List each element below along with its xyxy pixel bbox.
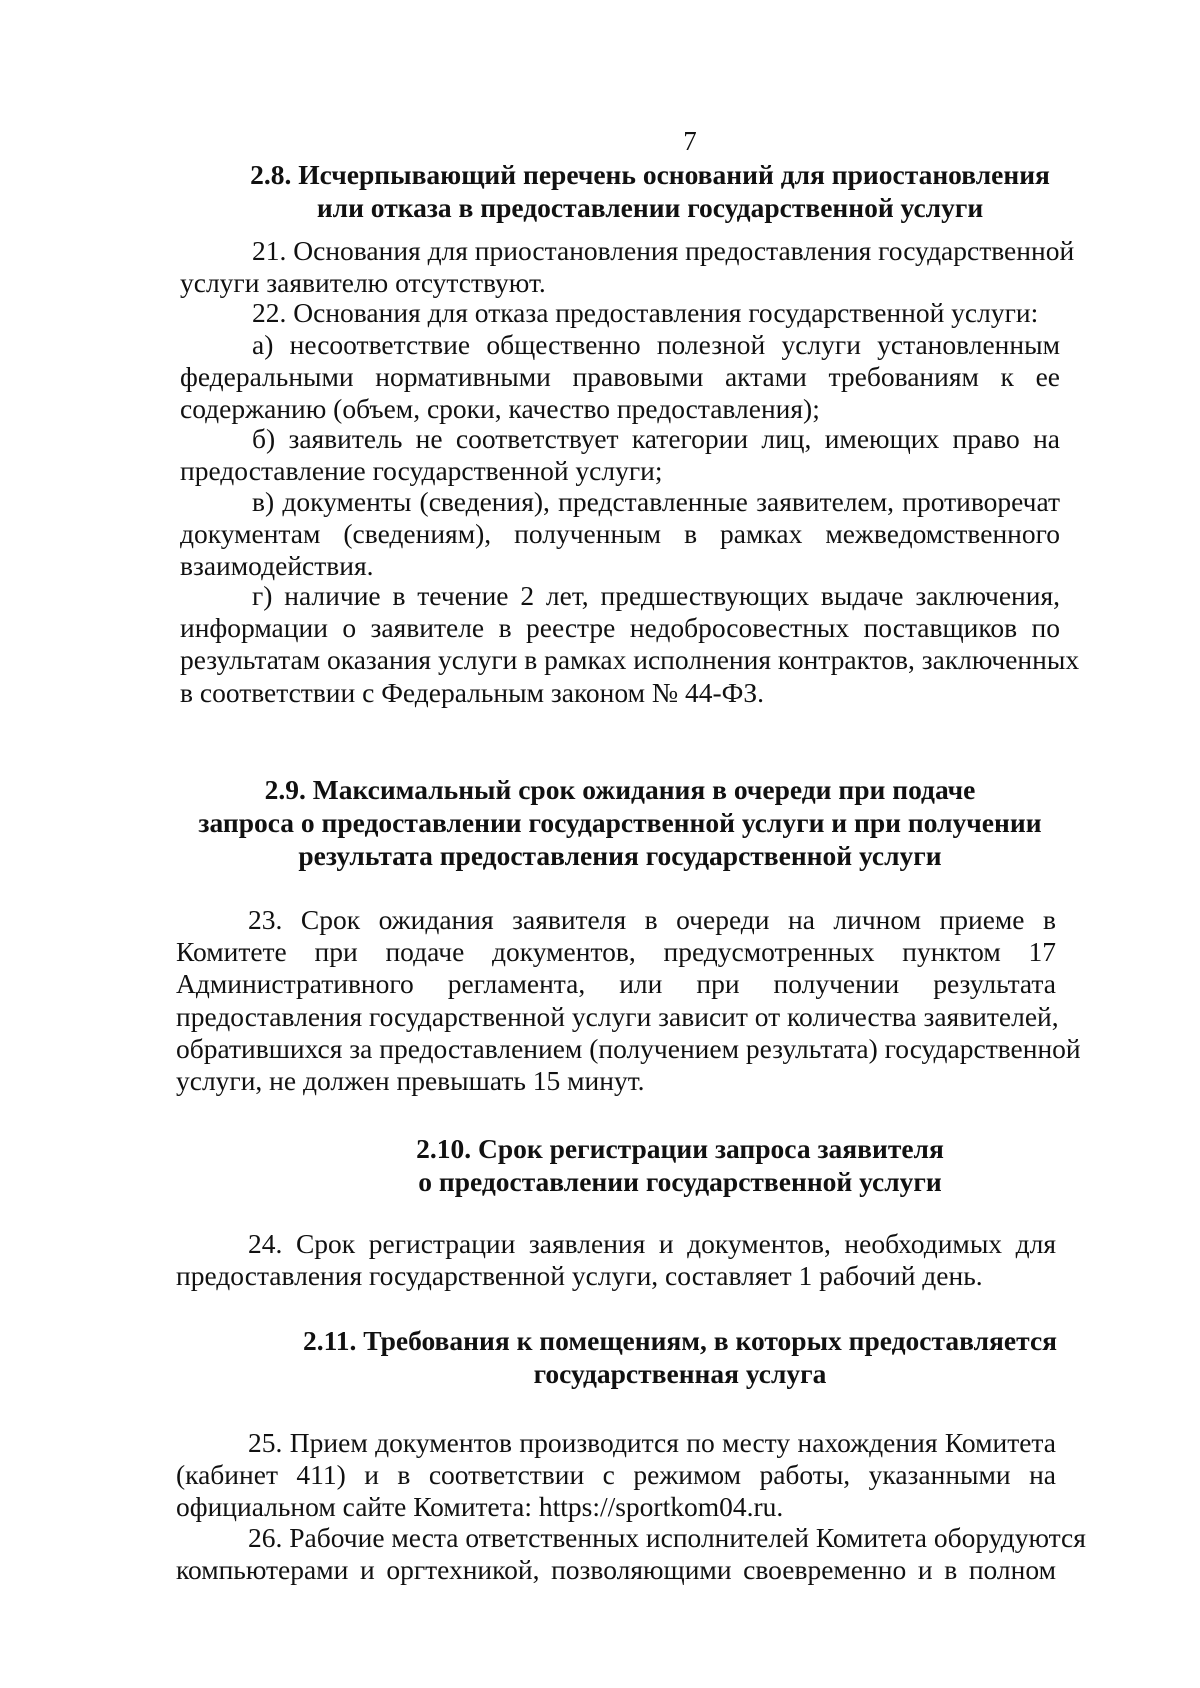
text-line: в) документы (сведения), представленные заявителем, противоречат [252,486,1060,517]
section-heading-2-11 [240,1324,1120,1390]
text-line: документам (сведениям), полученным в рамках межведомственного [180,518,1060,550]
text-line: услуги, не должен превышать 15 минут. [176,1064,645,1096]
paragraph-22 [180,297,1060,329]
section-heading-2-10 [240,1132,1120,1198]
text-line: 24. Срок регистрации заявления и документов, необходимых для [248,1228,1056,1259]
paragraph-25 [176,1427,1056,1524]
text-line: а) несоответствие общественно полезной услуги установленным [252,329,1060,360]
paragraph-26 [176,1522,1086,1586]
heading-line: 2.11. Требования к помещениям, в которых предоставляется [302,1325,1058,1356]
paragraph-24 [176,1228,1056,1292]
heading-line: 2.8. Исчерпывающий перечень оснований для приостановления [250,159,1050,190]
heading-line: государственная услуга [533,1358,827,1389]
text-line: компьютерами и оргтехникой, позволяющими своевременно и в полном [176,1554,1056,1586]
text-line: взаимодействия. [180,550,374,582]
paragraph-22-b [180,423,1060,487]
paragraph-21 [180,235,1075,299]
page-number: 7 [683,126,697,156]
heading-line: или отказа в предоставлении государственной услуги [316,192,984,223]
text-line: Комитете при подаче документов, предусмотренных пунктом 17 [176,936,1056,968]
text-line: информации о заявителе в реестре недобросовестных поставщиков по [180,612,1060,644]
text-line: услуги заявителю отсутствуют. [180,267,546,299]
text-line: Административного регламента, или при получении результата [176,968,1056,1000]
text-line: предоставления государственной услуги зависит от количества заявителей, [176,1000,1059,1032]
text-line: 22. Основания для отказа предоставления государственной услуги: [252,297,1039,328]
heading-line: 2.10. Срок регистрации запроса заявителя [416,1133,944,1164]
heading-line: запроса о предоставлении государственной услуги и при получении [198,807,1042,838]
section-heading-2-8 [180,158,1120,224]
text-line: результатам оказания услуги в рамках исполнения контрактов, заключенных [180,644,1080,676]
text-line: б) заявитель не соответствует категории лиц, имеющих право на [252,423,1060,454]
section-heading-2-9 [180,773,1060,872]
text-line: предоставления государственной услуги, составляет 1 рабочий день. [176,1260,983,1292]
text-line: федеральными нормативными правовыми актами требованиям к ее [180,361,1060,393]
text-line: в соответствии с Федеральным законом № 44-ФЗ. [180,676,765,708]
text-line: (кабинет 411) и в соответствии с режимом работы, указанными на [176,1459,1056,1491]
text-line: предоставление государственной услуги; [180,455,663,487]
heading-line: о предоставлении государственной услуги [418,1166,942,1197]
text-line: содержанию (объем, сроки, качество предоставления); [180,393,820,425]
text-line: 21. Основания для приостановления предоставления государственной [252,235,1075,266]
text-line: 23. Срок ожидания заявителя в очереди на личном приеме в [248,904,1056,935]
paragraph-23 [176,904,1081,1097]
text-line: г) наличие в течение 2 лет, предшествующих выдаче заключения, [252,580,1060,611]
text-line: 25. Прием документов производится по месту нахождения Комитета [248,1427,1056,1458]
paragraph-22-g [180,580,1080,709]
paragraph-22-a [180,329,1060,426]
paragraph-22-v [180,486,1060,583]
text-line: обратившихся за предоставлением (получением результата) государственной [176,1032,1081,1064]
heading-line: результата предоставления государственной услуги [298,840,942,871]
heading-line: 2.9. Максимальный срок ожидания в очереди при подаче [264,774,976,805]
text-line: официальном сайте Комитета: https://sportkom04.ru. [176,1491,784,1523]
text-line: 26. Рабочие места ответственных исполнителей Комитета оборудуются [248,1522,1086,1553]
